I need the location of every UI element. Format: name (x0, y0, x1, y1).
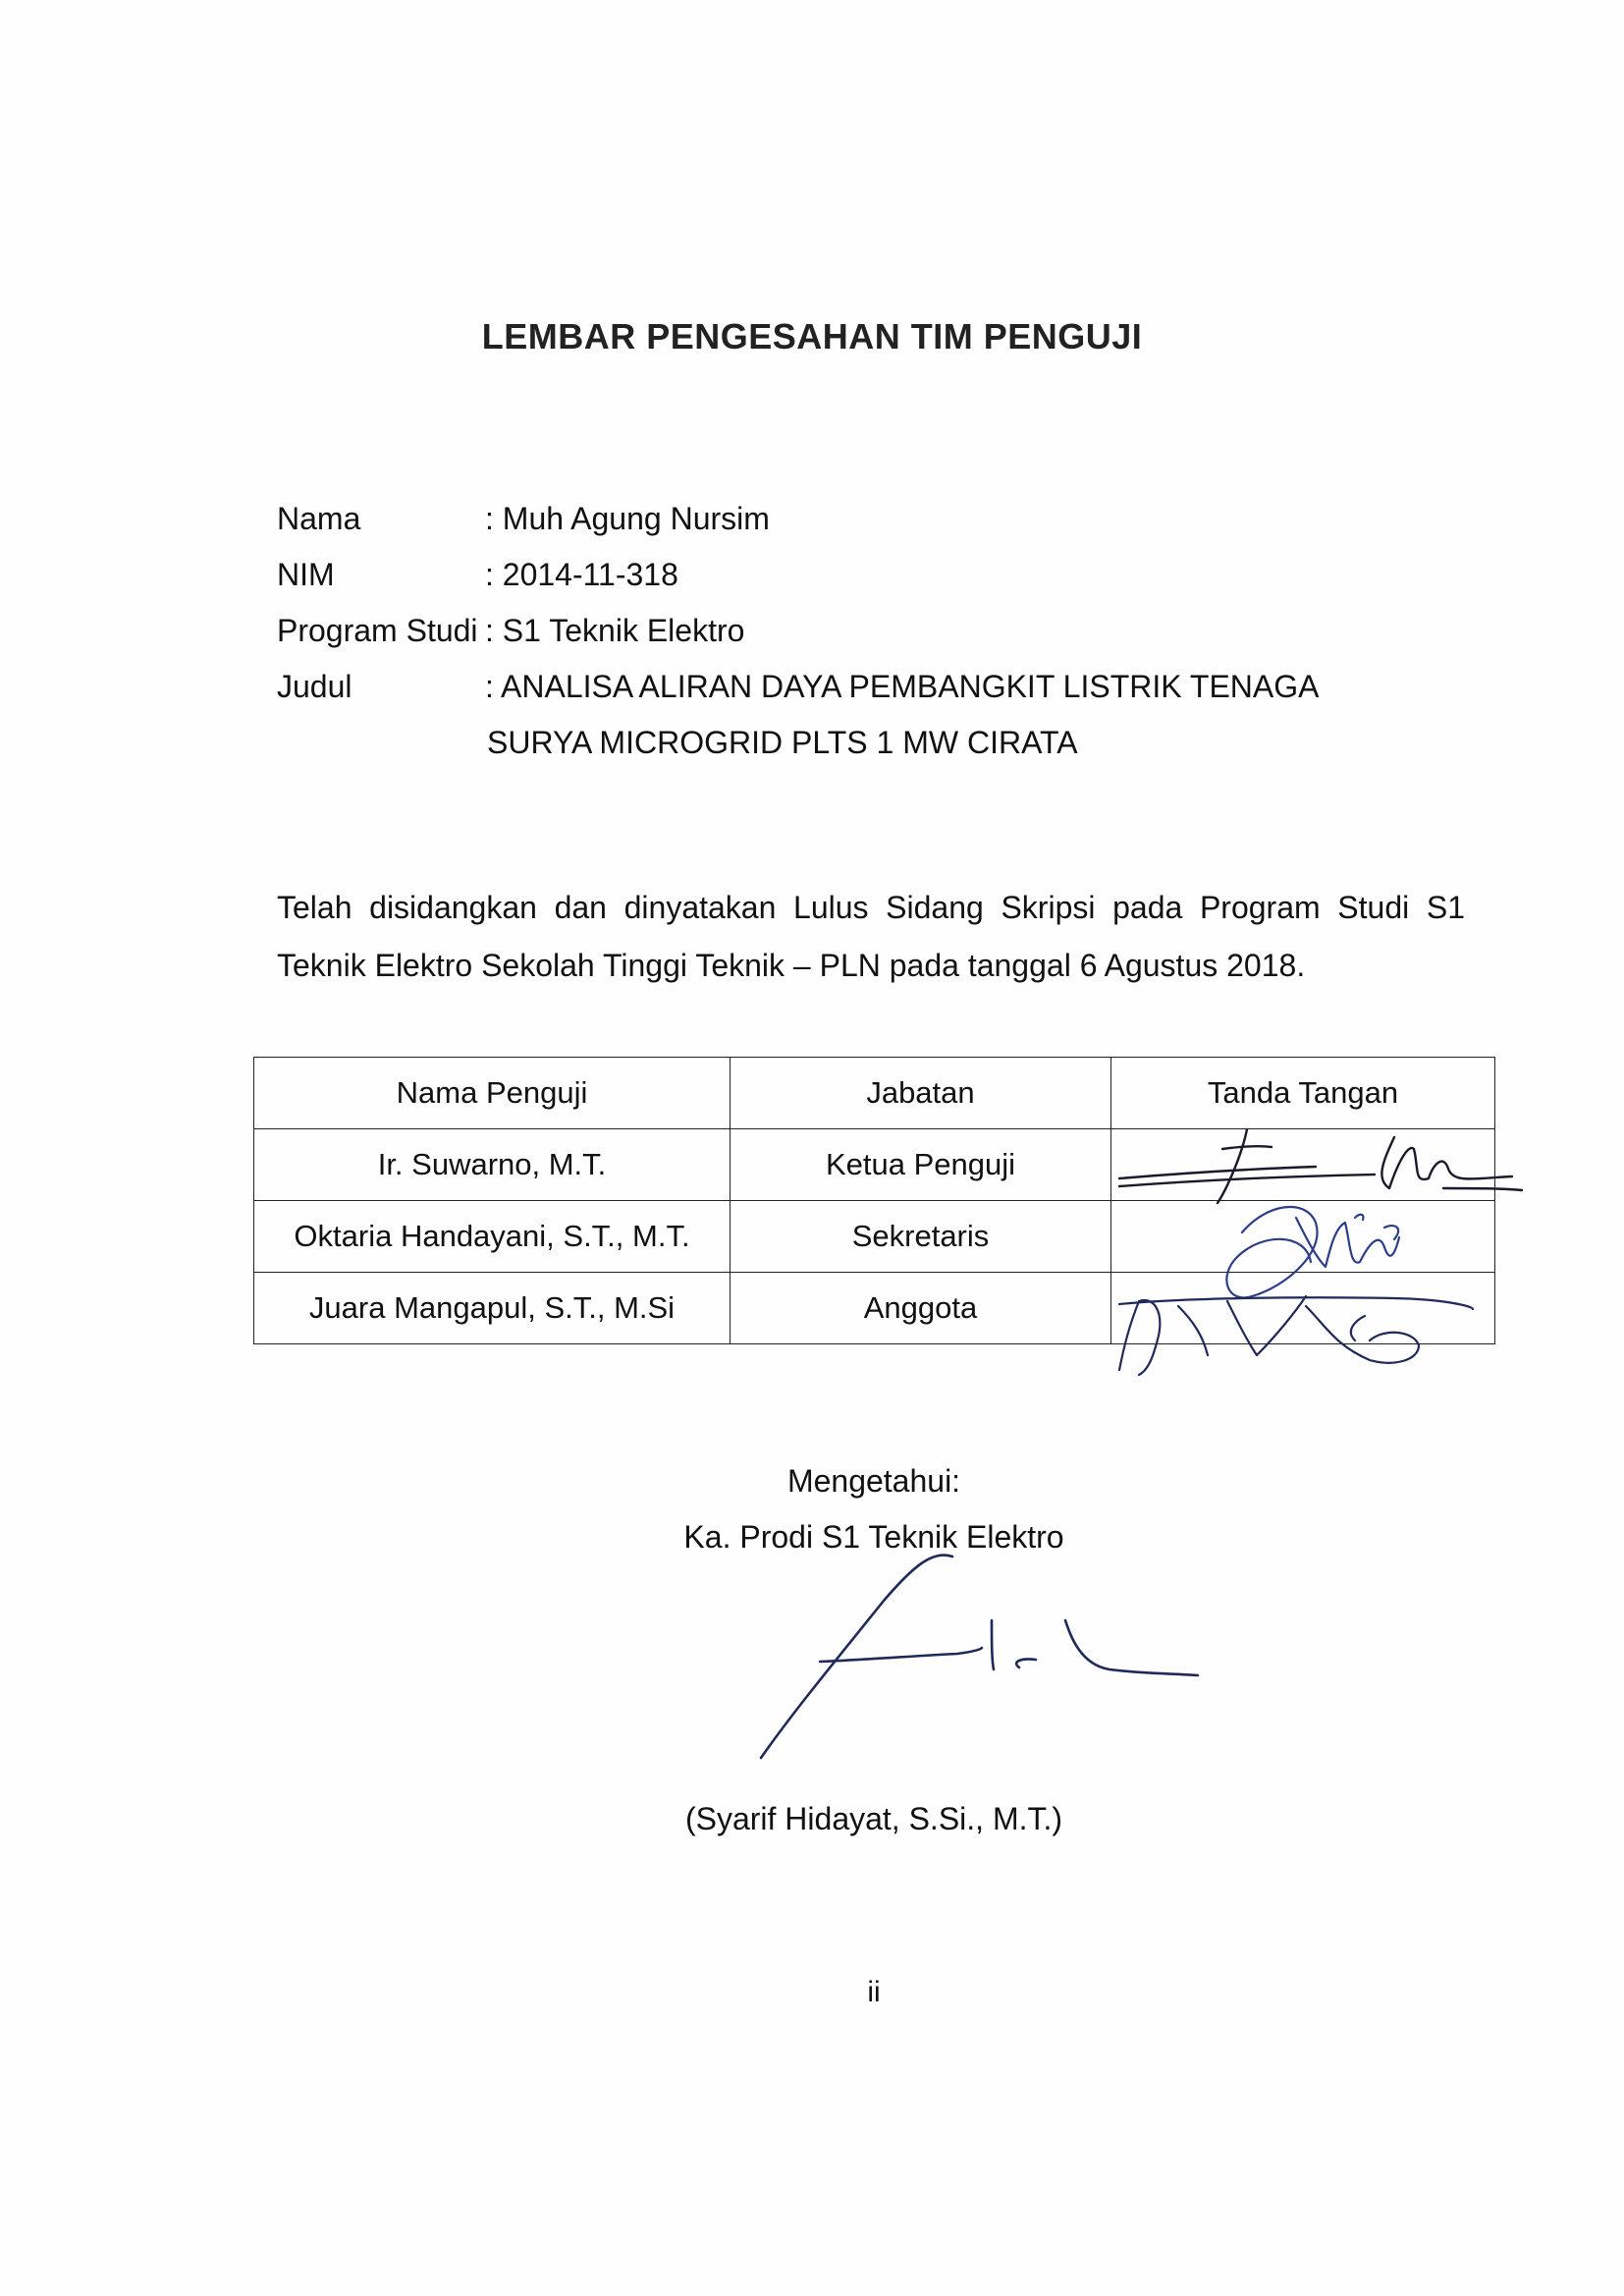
examiner-name: Ir. Suwarno, M.T. (254, 1129, 731, 1201)
examiner-signature-cell (1111, 1129, 1495, 1201)
table-row (254, 1129, 1495, 1201)
info-row-program (277, 603, 1319, 659)
examiner-role: Ketua Penguji (731, 1129, 1111, 1201)
student-info (277, 491, 1319, 771)
header-signature: Tanda Tangan (1111, 1058, 1495, 1129)
thesis-title-value-line2: SURYA MICROGRID PLTS 1 MW CIRATA (487, 725, 1078, 760)
thesis-title-label: Judul (277, 669, 352, 704)
header-examiner-name: Nama Penguji (254, 1058, 731, 1129)
table-row (254, 1273, 1495, 1344)
approval-signatory: (Syarif Hidayat, S.Si., M.T.) (684, 1801, 1063, 1836)
statement-line-1: Telah disidangkan dan dinyatakan Lulus Sidang Skripsi pada Program Studi S1 (277, 890, 1465, 925)
thesis-title-value-line1: : ANALISA ALIRAN DAYA PEMBANGKIT LISTRIK TENAGA (485, 669, 1320, 704)
header-position: Jabatan (731, 1058, 1111, 1129)
approval-acknowledged: Mengetahui: (786, 1463, 961, 1499)
examiner-name: Oktaria Handayani, S.T., M.T. (254, 1201, 731, 1273)
info-row-title (277, 659, 1319, 715)
signature-head-of-program (761, 1555, 1198, 1758)
examiners-table (253, 1057, 1495, 1344)
table-row (254, 1201, 1495, 1273)
table-header-row (254, 1058, 1495, 1129)
program-value: : S1 Teknik Elektro (485, 613, 745, 648)
defense-statement (277, 879, 1465, 995)
name-label: Nama (277, 501, 361, 536)
name-value: : Muh Agung Nursim (485, 501, 770, 536)
nim-label: NIM (277, 557, 335, 592)
nim-value: : 2014-11-318 (485, 557, 678, 592)
statement-line-2: Teknik Elektro Sekolah Tinggi Teknik – PLN pada tanggal 6 Agustus 2018. (277, 948, 1306, 983)
info-row-name (277, 491, 1319, 547)
page-number: ii (867, 1976, 881, 2008)
info-row-nim (277, 547, 1319, 603)
examiner-role: Sekretaris (731, 1201, 1111, 1273)
examiner-signature-cell (1111, 1201, 1495, 1273)
program-label: Program Studi (277, 613, 478, 648)
examiner-signature-cell (1111, 1273, 1495, 1344)
examiner-name: Juara Mangapul, S.T., M.Si (254, 1273, 731, 1344)
approval-position: Ka. Prodi S1 Teknik Elektro (683, 1519, 1064, 1555)
page-title: LEMBAR PENGESAHAN TIM PENGUJI (481, 316, 1143, 356)
examiner-role: Anggota (731, 1273, 1111, 1344)
